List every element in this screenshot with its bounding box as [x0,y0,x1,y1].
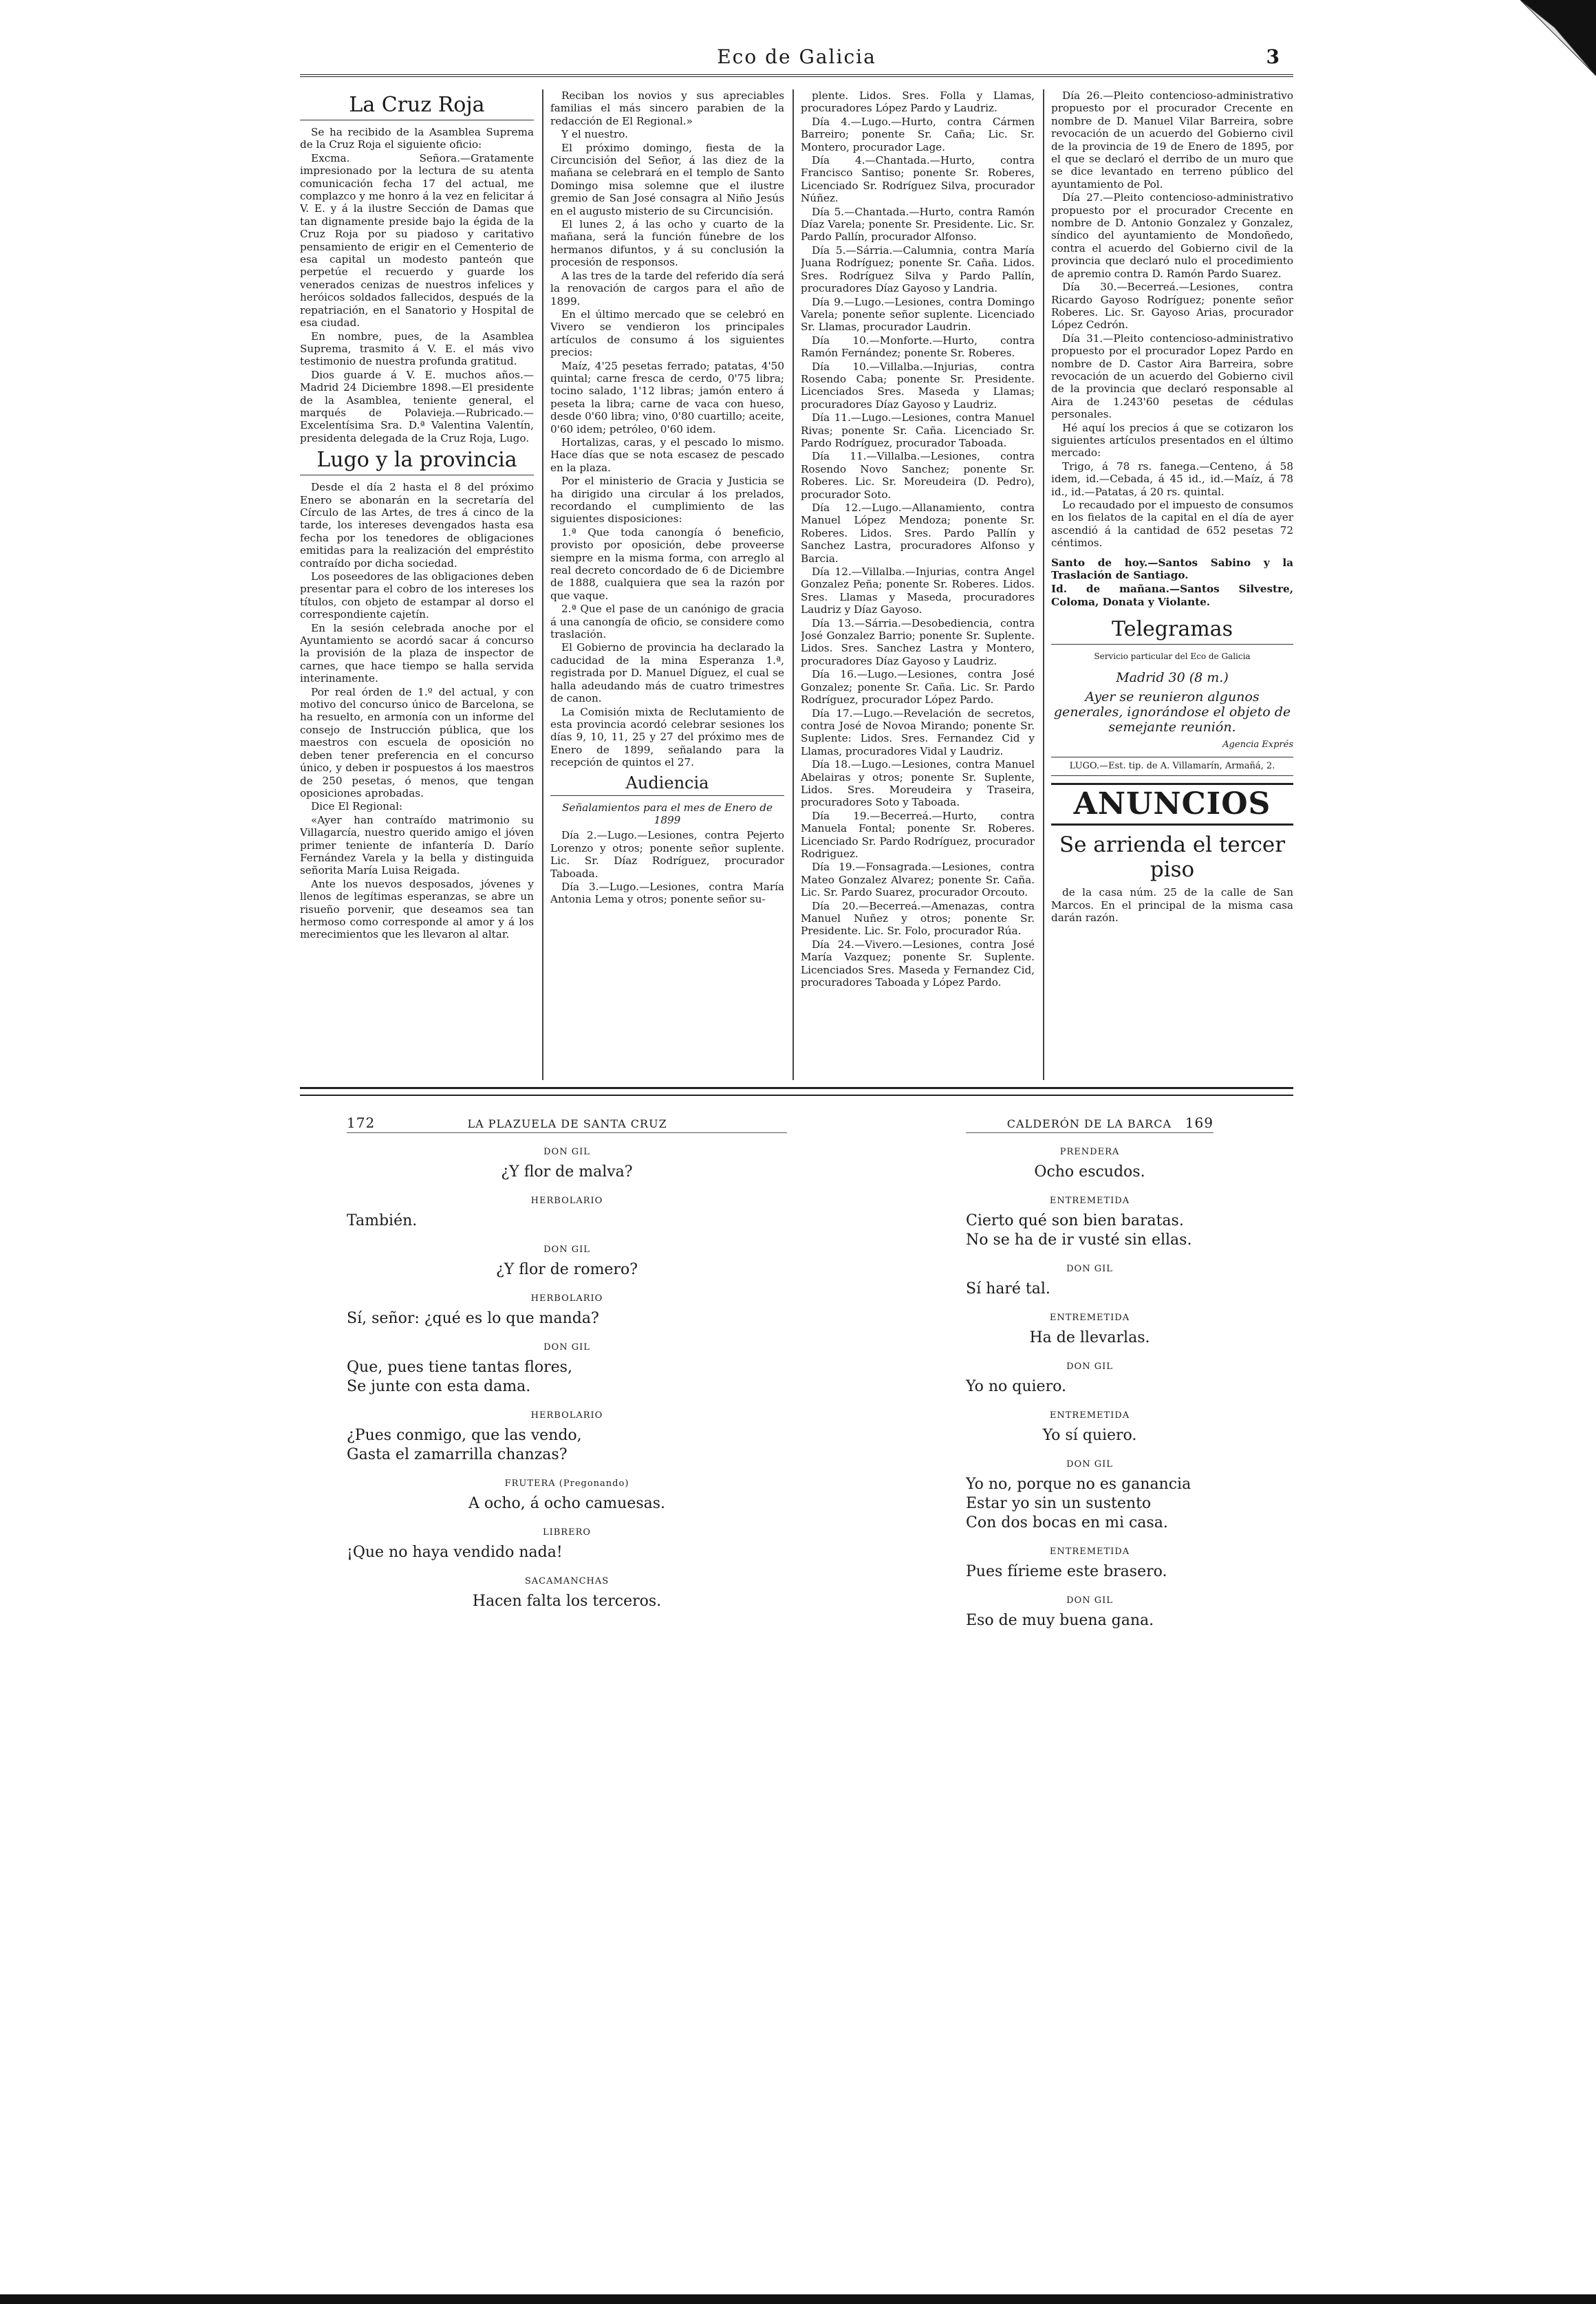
verse-line: ¡Que no haya vendido nada! [347,1544,563,1561]
section-cruz-roja-body [300,126,534,444]
verse-line: Gasta el zamarrilla chanzas? [347,1446,568,1463]
verse-block [966,1212,1214,1250]
verse-block [966,1426,1214,1445]
article-paragraph: Día 2.—Lugo.—Lesiones, contra Pejerto Lorenzo y otros; ponente señor suplente. Lic. Sr. Díaz Rodríguez, procurador Taboada. [550,829,784,880]
verse-block [966,1611,1214,1630]
article-paragraph: Ante los nuevos desposados, jóvenes y llenos de legítimas esperanzas, se abre un risueño porvenir, que deseamos sea tan hermoso como corresponde al amor y á los merecimientos que les llevaron al altar. [300,877,534,941]
audiencia-subheading: Señalamientos para el mes de Enero de 1899 [562,801,773,826]
column-4-news [1051,89,1293,550]
article-paragraph: 2.ª Que el pase de un canónigo de gracia á una canongía de oficio, se considere como traslación. [550,603,784,641]
telegramas-text: Ayer se reunieron algunos generales, ignorándose el objeto de semejante reunión. [1053,689,1291,735]
verse-line: Se junte con esta dama. [347,1378,531,1395]
verse-line: ¿Pues conmigo, que las vendo, [347,1427,582,1444]
speaker-name: DON GIL [1066,1459,1113,1469]
article-paragraph: El Gobierno de provincia ha declarado la caducidad de la mina Esperanza 1.ª, registrada por D. Manuel Díguez, el cual se halla adeudando más de cuatro trimestres de canon. [550,641,784,705]
article-paragraph: Día 12.—Villalba.—Injurias, contra Angel Gonzalez Peña; ponente Sr. Roberes. Lidos. Sres. Llamas y Maseda, procuradores Laudriz y Díaz Gayoso. [801,566,1035,616]
speaker-name: DON GIL [543,1147,590,1157]
article-paragraph: Maíz, 4'25 pesetas ferrado; patatas, 4'50 quintal; carne fresca de cerdo, 0'75 libra; tocino salado, 1'12 libras; jamón entero á peseta la libra; carne de vaca con hueso, desde 0'60 libra; vino, 0'80 cuartillo; aceite, 0'60 idem; petróleo, 0'60 idem. [550,359,784,435]
article-paragraph: Excma. Señora.—Gratamente impresionado por la lectura de su atenta comunicación fecha 17 del actual, me complazco y me honro á la vez en felicitar á V. E. y á la ilustre Sección de Damas que tan dignamente preside bajo la égida de la Cruz Roja por su piadoso y caritativo pensamiento de erigir en el Cementerio de esa capital un modesto panteón que perpetúe el recuerdo y guarde los venerados cenizas de nuestros infelices y heróicos soldados fallecidos, después de la repatriación, en el Sanatorio y Hospital de esa ciudad. [300,151,534,330]
verse-line: Sí, señor: ¿qué es lo que manda? [347,1310,599,1327]
verse-line: Cierto qué son bien baratas. [966,1212,1184,1229]
column-divider [1043,89,1044,1080]
verse-line: ¿Y flor de romero? [495,1261,638,1278]
article-paragraph: Desde el día 2 hasta el 8 del próximo Enero se abonarán en la secretaría del Círculo de las Artes, de tres á cinco de la tarde, los intereses devengados hasta esa fecha por los tenedores de obligaciones emitidas para la realización del empréstito contraído por dicha sociedad. [300,481,534,570]
article-paragraph: Se ha recibido de la Asamblea Suprema de la Cruz Roja el siguiente oficio: [300,126,534,151]
speaker-name: DON GIL [543,1342,590,1353]
speaker-name: LIBRERO [542,1527,592,1538]
article-paragraph: Día 5.—Chantada.—Hurto, contra Ramón Díaz Varela; ponente Sr. Presidente. Lic. Sr. Pardo Pallín, procurador Alfonso. [801,205,1035,244]
speaker-name: HERBOLARIO [530,1293,603,1304]
article-paragraph: Día 20.—Becerreá.—Amenazas, contra Manuel Nuñez y otros; ponente Sr. Presidente. Lic. Sr. Folo, procurador Rúa. [801,899,1035,938]
verse-block [347,1309,787,1328]
speaker-name: DON GIL [543,1245,590,1255]
ad-text: de la casa núm. 25 de la calle de San Marcos. En el principal de la misma casa darán razón. [1051,886,1293,925]
article-paragraph: Día 9.—Lugo.—Lesiones, contra Domingo Varela; ponente señor suplente. Licenciado Sr. Llamas, procurador Laudrin. [801,295,1035,334]
verse-block [966,1280,1214,1299]
speaker-name: DON GIL [1066,1361,1113,1372]
section-title-audiencia: Audiencia [550,773,784,796]
article-paragraph: Día 30.—Becerreá.—Lesiones, contra Ricardo Gayoso Rodríguez; ponente señor Roberes. Lic. Sr. Gayoso Arias, procurador López Cedrón. [1051,281,1293,332]
article-paragraph: Dice El Regional: [311,800,403,813]
article-paragraph: Día 31.—Pleito contencioso-administrativo propuesto por el procurador Lopez Pardo en nombre de D. Castor Aira Barreira, sobre revocación de un acuerdo del Gobierno civil de la provincia que declaró responsable al Aira de 1.243'60 pesetas de cédulas personales. [1051,332,1293,421]
verse-block [966,1562,1214,1582]
book-page-left [347,1115,787,1816]
verse-block [966,1377,1214,1397]
verse-line: Ha de llevarlas. [1029,1329,1150,1346]
verse-line: Con dos bocas en mi casa. [966,1514,1168,1531]
article-paragraph: Día 18.—Lugo.—Lesiones, contra Manuel Abelairas y otros; ponente Sr. Suplente, Lidos. Sres. Moreudeira y Traseira, procuradores Soto y Taboada. [801,758,1035,809]
article-paragraph: Día 11.—Villalba.—Lesiones, contra Rosendo Novo Sanchez; ponente Sr. Roberes. Lic. Sr. Moreudeira (D. Pedro), procurador Soto. [801,450,1035,501]
article-paragraph: Día 4.—Chantada.—Hurto, contra Francisco Santiso; ponente Sr. Roberes, Licenciado Sr. Rodríguez Silva, procurador Núñez. [801,154,1035,205]
book-page-number: 172 [347,1115,376,1131]
audiencia-entries-continued [801,89,1035,989]
article-paragraph: En la sesión celebrada anoche por el Ayuntamiento se acordó sacar á concurso la provisión de la plaza de inspector de carnes, que hace tiempo se halla servida interinamente. [300,621,534,685]
article-paragraph: Por real órden de 1.º del actual, y con motivo del concurso único de Barcelona, se ha resuelto, en armonía con un informe del consejo de Instrucción pública, que los maestros con escuela de oposición no deben tener preferencia en el concurso único, y deben ir pospuestos á los maestros de 250 pesetas, ó menos, que tengan oposiciones aprobadas. [300,685,534,799]
article-paragraph: Día 10.—Villalba.—Injurias, contra Rosendo Caba; ponente Sr. Presidente. Licenciados Sres. Maseda y Llamas; procuradores Díaz Gayoso y Laudriz. [801,360,1035,411]
verse-line: Que, pues tiene tantas flores, [347,1359,572,1376]
verse-block [347,1494,787,1514]
santo-de-manana: Id. de mañana.—Santos Silvestre, Coloma, Donata y Violante. [1051,583,1293,608]
printer-imprint: LUGO.—Est. tip. de A. Villamarín, Armañá, 2. [1051,757,1293,776]
masthead [300,40,1293,77]
page-bottom-rule [300,1087,1293,1096]
verse-line: ¿Y flor de malva? [501,1163,633,1181]
verse-block [347,1163,787,1182]
verse-line: Sí haré tal. [966,1280,1050,1298]
santo-de-hoy: Santo de hoy.—Santos Sabino y la Traslación de Santiago. [1051,556,1293,582]
article-paragraph: Día 3.—Lugo.—Lesiones, contra María Antonia Lema y otros; ponente señor su- [550,880,784,906]
article-paragraph: Lo recaudado por el impuesto de consumos en los fielatos de la capital en el día de ayer ascendió á la cantidad de 652 pesetas 72 céntimos. [1051,499,1293,550]
play-dialogue [966,1147,1214,1630]
page-corner-fold [1513,0,1596,83]
section-title-anuncios: ANUNCIOS [1051,783,1293,826]
column-2-news [550,89,784,769]
article-paragraph: Y el nuestro. [561,128,628,141]
section-title-lugo-provincia: Lugo y la provincia [300,449,534,475]
article-paragraph: Día 27.—Pleito contencioso-administrativo propuesto por el procurador Crecente en nombre de D. Antonio Gonzalez y Gonzalez, síndico del ayuntamiento de Mondoñedo, contra el acuerdo del Gobierno civil de la provincia que declaró nulo el procedimiento de apremio contra D. Ramón Pardo Suarez. [1051,191,1293,280]
article-paragraph: Día 4.—Lugo.—Hurto, contra Cármen Barreiro; ponente Sr. Caña; Lic. Sr. Montero, procurador Lage. [801,115,1035,153]
audiencia-entries [550,829,784,905]
book-page-right [966,1115,1214,1816]
speaker-name: ENTREMETIDA [1049,1410,1130,1421]
article-paragraph: Día 26.—Pleito contencioso-administrativo propuesto por el procurador Crecente en nombre de D. Manuel Vilar Barreira, sobre revocación de un acuerdo del Gobierno civil de la provincia de 19 de Enero de 1895, por el que se declaró el derribo de un muro que se dice levantado en terreno público del ayuntamiento de Pol. [1051,89,1293,191]
running-head: LA PLAZUELA DE SANTA CRUZ [467,1117,667,1130]
newspaper-page [300,40,1293,1099]
article-paragraph: Día 17.—Lugo.—Revelación de secretos, contra José de Novoa Mirando; ponente Sr. Suplente: Lidos. Sres. Fernandez Cid y Llamas, procuradores Vidal y Laudriz. [801,707,1035,757]
article-paragraph: Día 11.—Lugo.—Lesiones, contra Manuel Rivas; ponente Sr. Caña. Licenciado Sr. Pardo Rodríguez, procurador Taboada. [801,411,1035,449]
speaker-name: DON GIL [1066,1595,1113,1606]
speaker-name: HERBOLARIO [530,1196,603,1206]
column-divider [542,89,543,1080]
verse-line: Yo no, porque no es ganancia [966,1476,1191,1493]
verse-block [966,1163,1214,1182]
verse-block [347,1426,787,1465]
article-paragraph: En nombre, pues, de la Asamblea Suprema, trasmito á V. E. el más vivo testimonio de nuestra profunda gratitud. [300,330,534,368]
verse-block [347,1358,787,1397]
verse-block [347,1260,787,1280]
speaker-name: ENTREMETIDA [1049,1547,1130,1557]
play-dialogue [347,1147,787,1611]
article-paragraph: Trigo, á 78 rs. fanega.—Centeno, á 58 idem, id.—Cebada, á 45 id., id.—Maíz, á 78 id., id.—Patatas, á 20 rs. quintal. [1051,460,1293,498]
speaker-name: PRENDERA [1059,1147,1120,1157]
article-paragraph: Hortalizas, caras, y el pescado lo mismo. Hace días que se nota escasez de pescado en la plaza. [550,435,784,474]
article-paragraph: El próximo domingo, fiesta de la Circuncisión del Señor, á las diez de la mañana se celebrará en el templo de Santo Domingo misa solemne que el ilustre gremio de San José consagra al Niño Jesús en el augusto misterio de su Circuncisión. [550,141,784,217]
article-paragraph: Día 5.—Sárria.—Calumnia, contra María Juana Rodríguez; ponente Sr. Caña. Lidos. Sres. Rodríguez Silva y Pardo Pallín, procuradores Díaz Gayoso y Landria. [801,244,1035,295]
article-paragraph: Día 12.—Lugo.—Allanamiento, contra Manuel López Mendoza; ponente Sr. Roberes. Lidos. Sres. Pardo Pallín y Sanchez Lastra, procuradores Alfonso y Barcia. [801,502,1035,565]
column-4 [1051,89,1293,1080]
verse-block [966,1475,1214,1533]
article-paragraph: plente. Lidos. Sres. Folla y Llamas, procuradores López Pardo y Laudriz. [801,89,1035,115]
article-paragraph: El lunes 2, á las ocho y cuarto de la mañana, será la función fúnebre de los hermanos difuntos, y á su conclusión la procesión de responsos. [550,218,784,269]
article-paragraph: Día 19.—Fonsagrada.—Lesiones, contra Mateo Gonzalez Alvarez; ponente Sr. Caña. Lic. Sr. Pardo Suarez, procurador Orcouto. [801,861,1035,899]
book-page-header [966,1115,1214,1133]
article-paragraph: La Comisión mixta de Reclutamiento de esta provincia acordó celebrar sesiones los días 9, 10, 11, 25 y 27 del próximo mes de Enero de 1899, señalando para la recepción de quintos el 27. [550,705,784,769]
telegramas-agency: Agencia Exprés [1222,739,1293,750]
verse-line: Eso de muy buena gana. [966,1612,1154,1629]
section-title-telegramas: Telegramas [1051,618,1293,645]
ad-headline: Se arrienda el tercer piso [1059,832,1286,883]
section-title-cruz-roja: La Cruz Roja [300,94,534,120]
verse-line: Hacen falta los terceros. [472,1593,662,1610]
speaker-name: FRUTERA (Pregonando) [504,1478,629,1489]
verse-line: Estar yo sin un sustento [966,1495,1152,1512]
article-paragraph: A las tres de la tarde del referido día será la renovación de cargos para el año de 1899. [550,269,784,308]
verse-block [966,1328,1214,1348]
speaker-name: ENTREMETIDA [1049,1313,1130,1323]
verse-block [347,1592,787,1611]
scan-bottom-edge [0,2294,1596,2304]
newspaper-title: Eco de Galicia [717,45,876,68]
article-paragraph: «Ayer han contraído matrimonio su Villagarcía, nuestro querido amigo el jóven primer teniente de infantería D. Darío Fernández Varela y la bella y distinguida señorita María Luisa Reigada. [300,813,534,877]
article-paragraph: Día 13.—Sárria.—Desobediencia, contra José Gonzalez Barrio; ponente Sr. Suplente. Lidos. Sres. Sanchez Lastra y Montero, procuradores Díaz Gayoso y Laudriz. [801,616,1035,667]
section-lugo-provincia-body [300,481,534,941]
verse-line: Yo sí quiero. [1042,1427,1137,1444]
article-paragraph: Día 16.—Lugo.—Lesiones, contra José Gonzalez; ponente Sr. Caña. Lic. Sr. Pardo Rodríguez, procurador López Pardo. [801,668,1035,707]
verse-line: Yo no quiero. [966,1378,1066,1395]
article-paragraph: Hé aquí los precios á que se cotizaron los siguientes artículos presentados en el último mercado: [1051,421,1293,460]
speaker-name: DON GIL [1066,1264,1113,1274]
verse-line: También. [347,1212,418,1229]
verse-line: Ocho escudos. [1034,1163,1145,1181]
column-2 [550,89,784,1080]
column-divider [792,89,794,1080]
telegramas-service: Servicio particular del Eco de Galicia [1094,652,1251,662]
article-paragraph: Por el ministerio de Gracia y Justicia se ha dirigido una circular á los prelados, recordando el cumplimiento de las siguientes disposiciones: [550,475,784,526]
article-paragraph: Día 10.—Monforte.—Hurto, contra Ramón Fernández; ponente Sr. Roberes. [801,334,1035,360]
verse-line: No se ha de ir vusté sin ellas. [966,1231,1192,1249]
verse-block [347,1212,787,1231]
article-paragraph: Reciban los novios y sus apreciables familias el más sincero parabien de la redacción de El Regional.» [550,89,784,127]
article-paragraph: En el último mercado que se celebró en Vivero se vendieron los principales artículos de consumo á los siguientes precios: [550,308,784,359]
verse-line: A ocho, á ocho camuesas. [468,1495,666,1512]
running-head: CALDERÓN DE LA BARCA [1006,1117,1172,1130]
book-page-number: 169 [1185,1115,1214,1131]
column-1 [300,89,534,1080]
verse-block [347,1543,787,1562]
article-paragraph: Dios guarde á V. E. muchos años.—Madrid 24 Diciembre 1898.—El presidente de la Asamblea, teniente general, el marqués de Polavieja.—Rubricado.—Excelentísima Sra. D.ª Valentina Valentín, presidenta delegada de la Cruz Roja, Lugo. [300,368,534,444]
article-paragraph: 1.ª Que toda canongía ó beneficio, provisto por oposición, debe proveerse siempre en la misma forma, con arreglo al real decreto concordado de 6 de Diciembre de 1888, cualquiera que sea la razón por que vaque. [550,526,784,602]
column-3 [801,89,1035,1080]
article-paragraph: Día 24.—Vivero.—Lesiones, contra José María Vazquez; ponente Sr. Suplente. Licenciados Sres. Maseda y Fernandez Cid, procuradores Taboada y López Pardo. [801,938,1035,989]
speaker-name: SACAMANCHAS [524,1576,610,1586]
verse-line: Pues fírieme este brasero. [966,1563,1167,1580]
speaker-name: HERBOLARIO [530,1410,603,1421]
article-paragraph: Los poseedores de las obligaciones deben presentar para el cobro de los intereses los títulos, con objeto de estampar al dorso el correspondiente cajetín. [300,570,534,621]
telegramas-dateline: Madrid 30 (8 m.) [1116,669,1229,685]
article-paragraph: Día 19.—Becerreá.—Hurto, contra Manuela Fontal; ponente Sr. Roberes. Licenciado Sr. Pardo Rodríguez, procurador Rodriguez. [801,809,1035,860]
page-number: 3 [1266,45,1280,68]
book-page-header [347,1115,787,1133]
speaker-name: ENTREMETIDA [1049,1196,1130,1206]
